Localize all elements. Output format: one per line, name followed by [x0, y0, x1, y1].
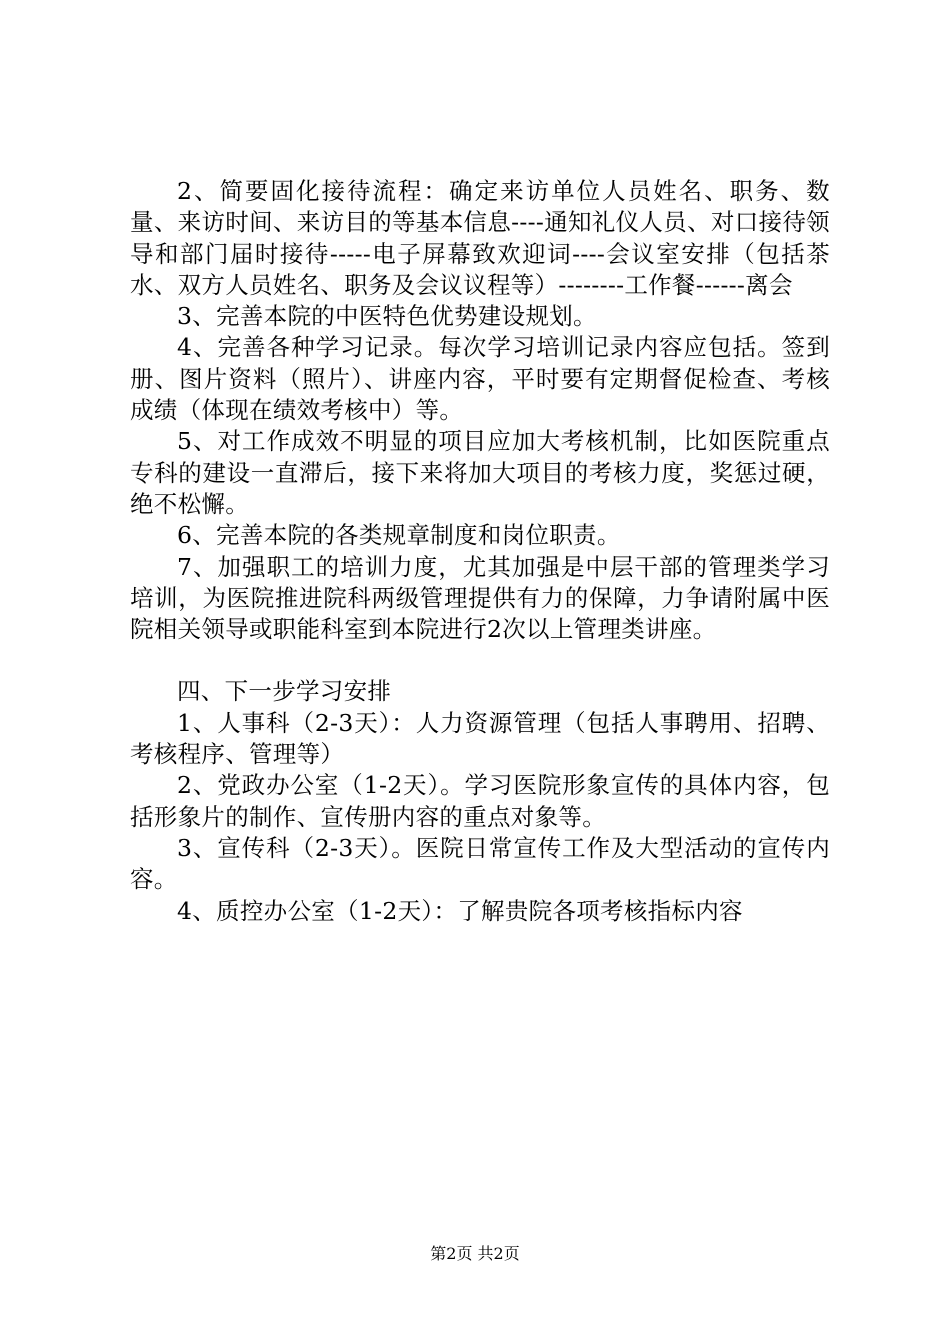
paragraph-party-office: 2、党政办公室（1-2天）。学习医院形象宣传的具体内容，包括形象片的制作、宣传册内容的重点对象等。	[130, 771, 830, 831]
paragraph-hr-department: 1、人事科（2-3天）：人力资源管理（包括人事聘用、招聘、考核程序、管理等）	[130, 708, 830, 769]
paragraph-tcm-planning: 3、完善本院的中医特色优势建设规划。	[177, 302, 597, 331]
paragraph-study-records: 4、完善各种学习记录。每次学习培训记录内容应包括。签到册、图片资料（照片）、讲座内容，平时要有定期督促检查、考核成绩（体现在绩效考核中）等。	[130, 333, 830, 425]
section-heading: 四、下一步学习安排	[177, 677, 392, 706]
document-body	[130, 176, 830, 927]
paragraph-reception-process: 2、简要固化接待流程：确定来访单位人员姓名、职务、数量、来访时间、来访目的等基本信息----通知礼仪人员、对口接待领导和部门届时接待-----电子屏幕致欢迎词----会议室安排（包括茶水、双方人员姓名、职务及会议议程等）--------工作餐------离会	[130, 177, 830, 299]
paragraph-staff-training: 7、加强职工的培训力度，尤其加强是中层干部的管理类学习培训，为医院推进院科两级管理提供有力的保障，力争请附属中医院相关领导或职能科室到本院进行2次以上管理类讲座。	[130, 552, 830, 644]
paragraph-quality-control-office: 4、质控办公室（1-2天）：了解贵院各项考核指标内容	[177, 896, 743, 925]
paragraph-publicity-department: 3、宣传科（2-3天）。医院日常宣传工作及大型活动的宣传内容。	[130, 833, 830, 894]
page-number-footer: 第2页 共2页	[430, 1244, 520, 1263]
section-spacer	[130, 645, 830, 676]
paragraph-assessment-mechanism: 5、对工作成效不明显的项目应加大考核机制，比如医院重点专科的建设一直滞后，接下来将加大项目的考核力度，奖惩过硬，绝不松懈。	[130, 427, 830, 518]
paragraph-rules-duties: 6、完善本院的各类规章制度和岗位职责。	[177, 521, 621, 550]
